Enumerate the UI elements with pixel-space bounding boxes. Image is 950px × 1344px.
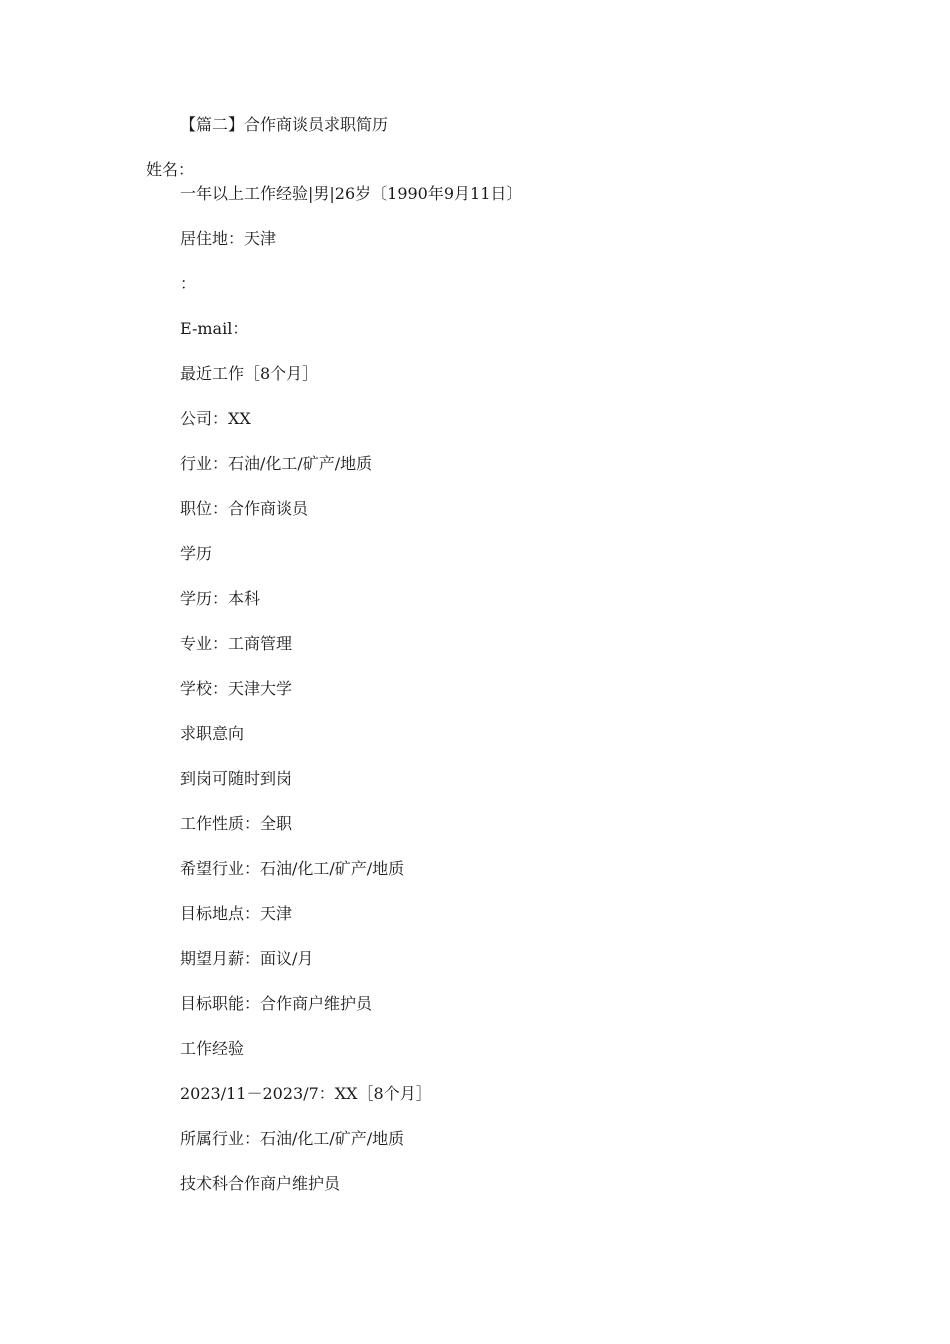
work-industry-line: 所属行业：石油/化工/矿产/地质 bbox=[180, 1129, 405, 1148]
position-line: 职位：合作商谈员 bbox=[180, 499, 309, 518]
work-experience-heading: 工作经验 bbox=[180, 1039, 245, 1058]
education-heading: 学历 bbox=[180, 544, 213, 563]
target-function-line: 目标职能：合作商户维护员 bbox=[180, 994, 373, 1013]
resume-lines bbox=[180, 180, 522, 1215]
work-role-line: 技术科合作商户维护员 bbox=[180, 1174, 341, 1193]
residence-line: 居住地：天津 bbox=[180, 229, 277, 248]
job-type-line: 工作性质：全职 bbox=[180, 814, 293, 833]
expected-salary-line: 期望月薪：面议/月 bbox=[180, 949, 314, 968]
work-period-line: 2023/11－2023/7：XX［8个月］ bbox=[180, 1084, 432, 1103]
document-title: 【篇二】合作商谈员求职简历 bbox=[180, 115, 389, 134]
phone-line: ： bbox=[180, 274, 197, 293]
industry-line: 行业：石油/化工/矿产/地质 bbox=[180, 454, 373, 473]
experience-summary-line: 一年以上工作经验|男|26岁〔1990年9月11日〕 bbox=[180, 184, 523, 203]
degree-line: 学历：本科 bbox=[180, 589, 261, 608]
major-line: 专业：工商管理 bbox=[180, 634, 293, 653]
name-label: 姓名： bbox=[146, 160, 195, 179]
job-intention-heading: 求职意向 bbox=[180, 724, 245, 743]
company-line: 公司：XX bbox=[180, 409, 251, 428]
recent-work-heading: 最近工作［8个月］ bbox=[180, 364, 319, 383]
availability-line: 到岗可随时到岗 bbox=[180, 769, 293, 788]
email-line: E-mail： bbox=[180, 319, 249, 338]
target-location-line: 目标地点：天津 bbox=[180, 904, 293, 923]
desired-industry-line: 希望行业：石油/化工/矿产/地质 bbox=[180, 859, 405, 878]
school-line: 学校：天津大学 bbox=[180, 679, 293, 698]
